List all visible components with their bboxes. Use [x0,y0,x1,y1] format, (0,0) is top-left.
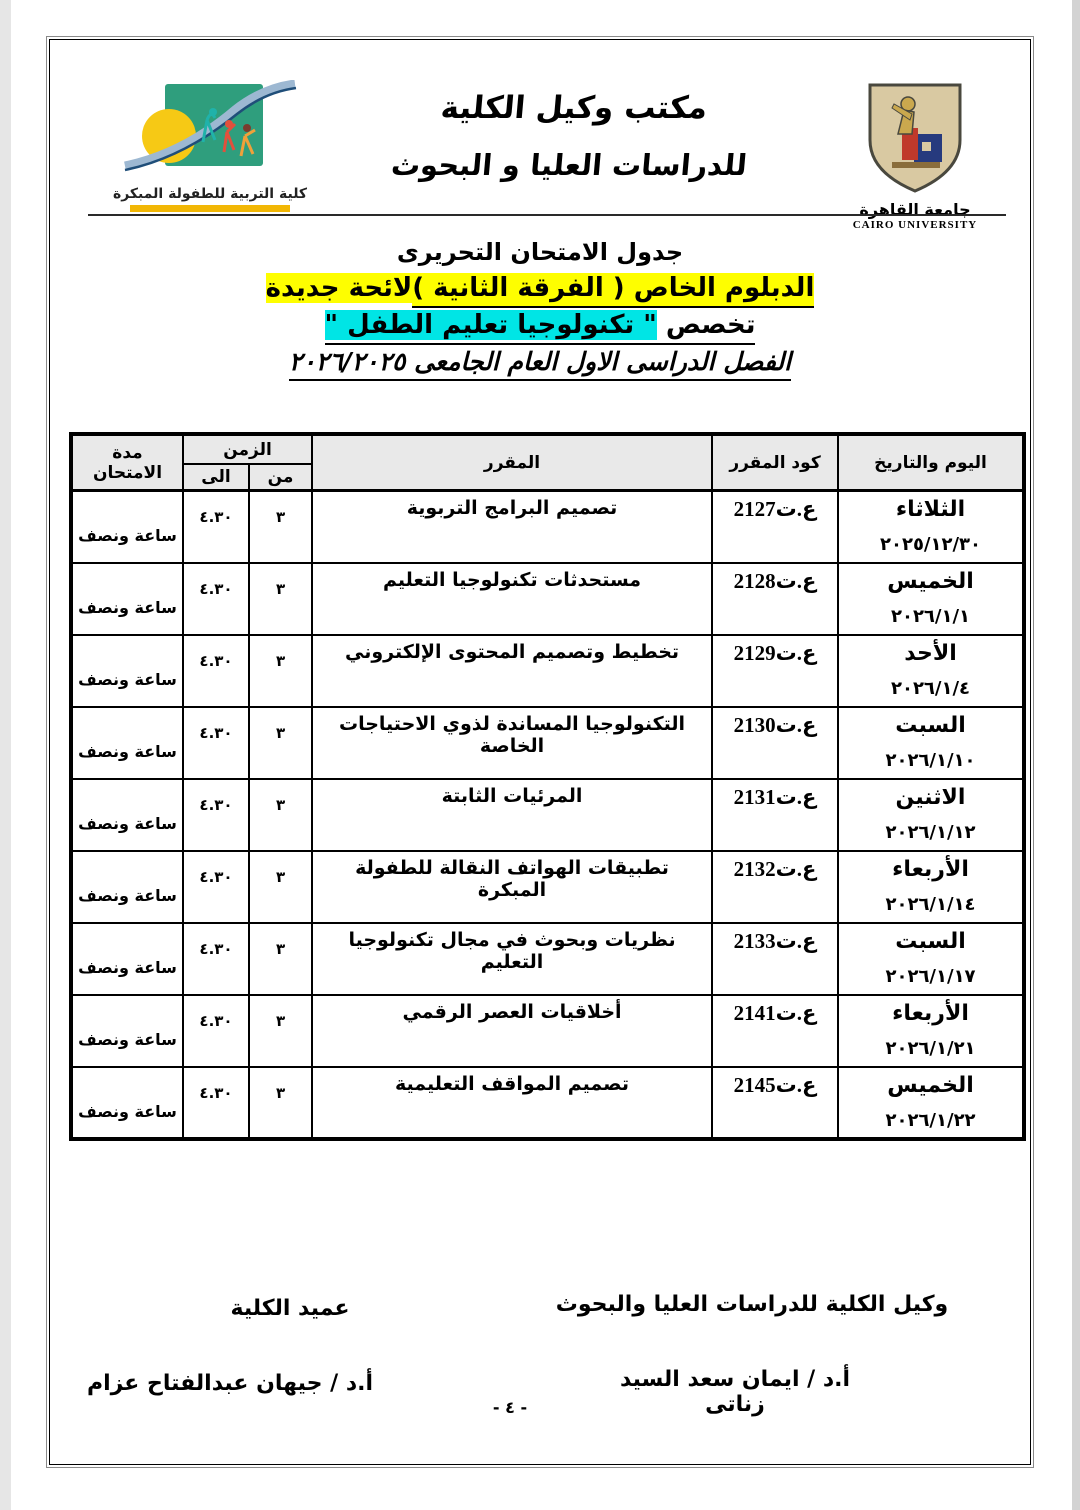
course-code-cell: ع.ت2130 [712,707,838,779]
table-row [71,635,1024,707]
time-to-cell: ٤.٣٠ [183,851,249,923]
duration-cell: ساعة ونصف [71,563,183,635]
specialization-wrap [325,310,756,345]
duration-cell: ساعة ونصف [71,995,183,1067]
table-row [71,923,1024,995]
day-date-cell [838,995,1024,1067]
table-row [71,851,1024,923]
regulation-highlight: لائحة جديدة [265,273,413,303]
duration-cell: ساعة ونصف [71,707,183,779]
office-title [389,62,755,182]
course-name-cell: تطبيقات الهواتف النقالة للطفولة المبكرة [312,851,712,923]
course-name-cell: تخطيط وتصميم المحتوى الإلكتروني [312,635,712,707]
time-to-cell: ٤.٣٠ [183,995,249,1067]
exam-date: ٢٠٢٦/١/١٤ [885,893,976,915]
diploma-line [50,273,1030,303]
day-date-cell [838,707,1024,779]
time-to-cell: ٤.٣٠ [183,707,249,779]
day-date-cell [838,563,1024,635]
header-day-date: اليوم والتاريخ [838,434,1024,491]
course-name-cell: المرئيات الثابتة [312,779,712,851]
time-to-cell: ٤.٣٠ [183,563,249,635]
header-course-code: كود المقرر [712,434,838,491]
exam-date: ٢٠٢٦/١/١٠ [885,749,976,771]
exam-date: ٢٠٢٦/١/٢١ [885,1037,976,1059]
course-code-cell: ع.ت2129 [712,635,838,707]
duration-cell: ساعة ونصف [71,635,183,707]
viewer-edge-left [0,0,11,1510]
course-name-cell: تصميم المواقف التعليمية [312,1067,712,1139]
table-row [71,779,1024,851]
course-code-cell: ع.ت2132 [712,851,838,923]
header-course: المقرر [312,434,712,491]
semester-line-wrap [50,347,1030,381]
course-name-cell: التكنولوجيا المساندة لذوي الاحتياجات الخاصة [312,707,712,779]
duration-cell: ساعة ونصف [71,491,183,563]
time-to-cell: ٤.٣٠ [183,1067,249,1139]
college-logo-underline-bar [130,205,290,212]
university-shield-icon [864,82,966,194]
course-code-cell: ع.ت2145 [712,1067,838,1139]
schedule-title: جدول الامتحان التحريرى [396,238,684,266]
course-name-cell: مستحدثات تكنولوجيا التعليم [312,563,712,635]
time-from-cell: ٣ [249,563,312,635]
exam-schedule-table [69,432,1026,1141]
day-name: الاثنين [895,784,966,810]
duration-cell: ساعة ونصف [71,851,183,923]
semester-line: الفصل الدراسى الاول العام الجامعى ٢٠٢٦/٢٠٢٥ [289,347,791,381]
time-from-cell: ٣ [249,923,312,995]
day-date-cell [838,491,1024,563]
day-name: الخميس [887,1072,974,1098]
day-date-cell [838,635,1024,707]
diploma-highlight: الدبلوم الخاص ( الفرقة الثانية ) [412,273,814,308]
exam-date: ٢٠٢٦/١/١ [890,605,971,627]
office-title-line2: للدراسات العليا و البحوث [389,148,749,182]
course-code-cell: ع.ت2127 [712,491,838,563]
header-duration: مدة الامتحان [71,434,183,491]
course-code-cell: ع.ت2141 [712,995,838,1067]
course-name-cell: أخلاقيات العصر الرقمي [312,995,712,1067]
letterhead [105,62,1000,231]
time-to-cell: ٤.٣٠ [183,923,249,995]
day-name: السبت [895,928,966,954]
viewer-edge-right [1072,0,1080,1510]
day-name: السبت [895,712,966,738]
exam-date: ٢٠٢٦/١/١٧ [885,965,976,987]
day-name: الأربعاء [892,856,969,882]
header-time-from: من [249,464,312,491]
university-name-english: CAIRO UNIVERSITY [852,219,978,231]
vice-dean-title: وكيل الكلية للدراسات العليا والبحوث [555,1292,949,1317]
course-code-cell: ع.ت2131 [712,779,838,851]
header-time: الزمن [183,434,312,464]
college-logo [105,80,315,212]
day-name: الأحد [904,640,957,666]
specialization-prefix: تخصص [665,310,756,340]
university-name-arabic: جامعة القاهرة [859,200,971,219]
course-code-cell: ع.ت2128 [712,563,838,635]
table-row [71,1067,1024,1139]
table-row [71,995,1024,1067]
time-from-cell: ٣ [249,1067,312,1139]
college-logo-caption: كلية التربية للطفولة المبكرة [112,186,308,202]
table-row [71,491,1024,563]
letterhead-divider [88,214,1006,216]
time-from-cell: ٣ [249,635,312,707]
course-name-cell: تصميم البرامج التربوية [312,491,712,563]
time-to-cell: ٤.٣٠ [183,635,249,707]
time-from-cell: ٣ [249,995,312,1067]
table-header-row-1 [71,434,1024,464]
page-border [46,36,1034,1468]
time-from-cell: ٣ [249,779,312,851]
day-date-cell [838,1067,1024,1139]
dean-name: أ.د / جيهان عبدالفتاح عزام [86,1371,374,1396]
time-from-cell: ٣ [249,491,312,563]
document-titles [50,238,1030,388]
exam-date: ٢٠٢٦/١/٢٢ [885,1109,976,1131]
exam-date: ٢٠٢٦/١/١٢ [885,821,976,843]
course-name-cell: نظريات وبحوث في مجال تكنولوجيا التعليم [312,923,712,995]
table-row [71,563,1024,635]
day-date-cell [838,779,1024,851]
day-date-cell [838,851,1024,923]
course-code-cell: ع.ت2133 [712,923,838,995]
college-logo-art [123,80,298,180]
time-to-cell: ٤.٣٠ [183,779,249,851]
day-name: الثلاثاء [895,497,966,522]
cairo-university-logo [830,82,1000,231]
table-row [71,707,1024,779]
day-name: الأربعاء [892,1000,969,1026]
time-from-cell: ٣ [249,851,312,923]
exam-date: ٢٠٢٥/١٢/٣٠ [879,534,982,555]
exam-table-body [71,491,1024,1139]
duration-cell: ساعة ونصف [71,923,183,995]
exam-date: ٢٠٢٦/١/٤ [890,677,971,699]
day-name: الخميس [887,568,974,594]
dean-title: عميد الكلية [230,1296,350,1321]
specialization-highlight: " تكنولوجيا تعليم الطفل " [324,310,657,340]
page-number: - ٤ - [492,1398,528,1417]
day-date-cell [838,923,1024,995]
duration-cell: ساعة ونصف [71,1067,183,1139]
header-time-to: الى [183,464,249,491]
document-page [49,39,1031,1465]
time-to-cell: ٤.٣٠ [183,491,249,563]
time-from-cell: ٣ [249,707,312,779]
office-title-line1: مكتب وكيل الكلية [438,90,709,126]
vice-dean-name: أ.د / ايمان سعد السيد زناتى [619,1367,851,1417]
duration-cell: ساعة ونصف [71,779,183,851]
specialization-line [50,310,1030,340]
